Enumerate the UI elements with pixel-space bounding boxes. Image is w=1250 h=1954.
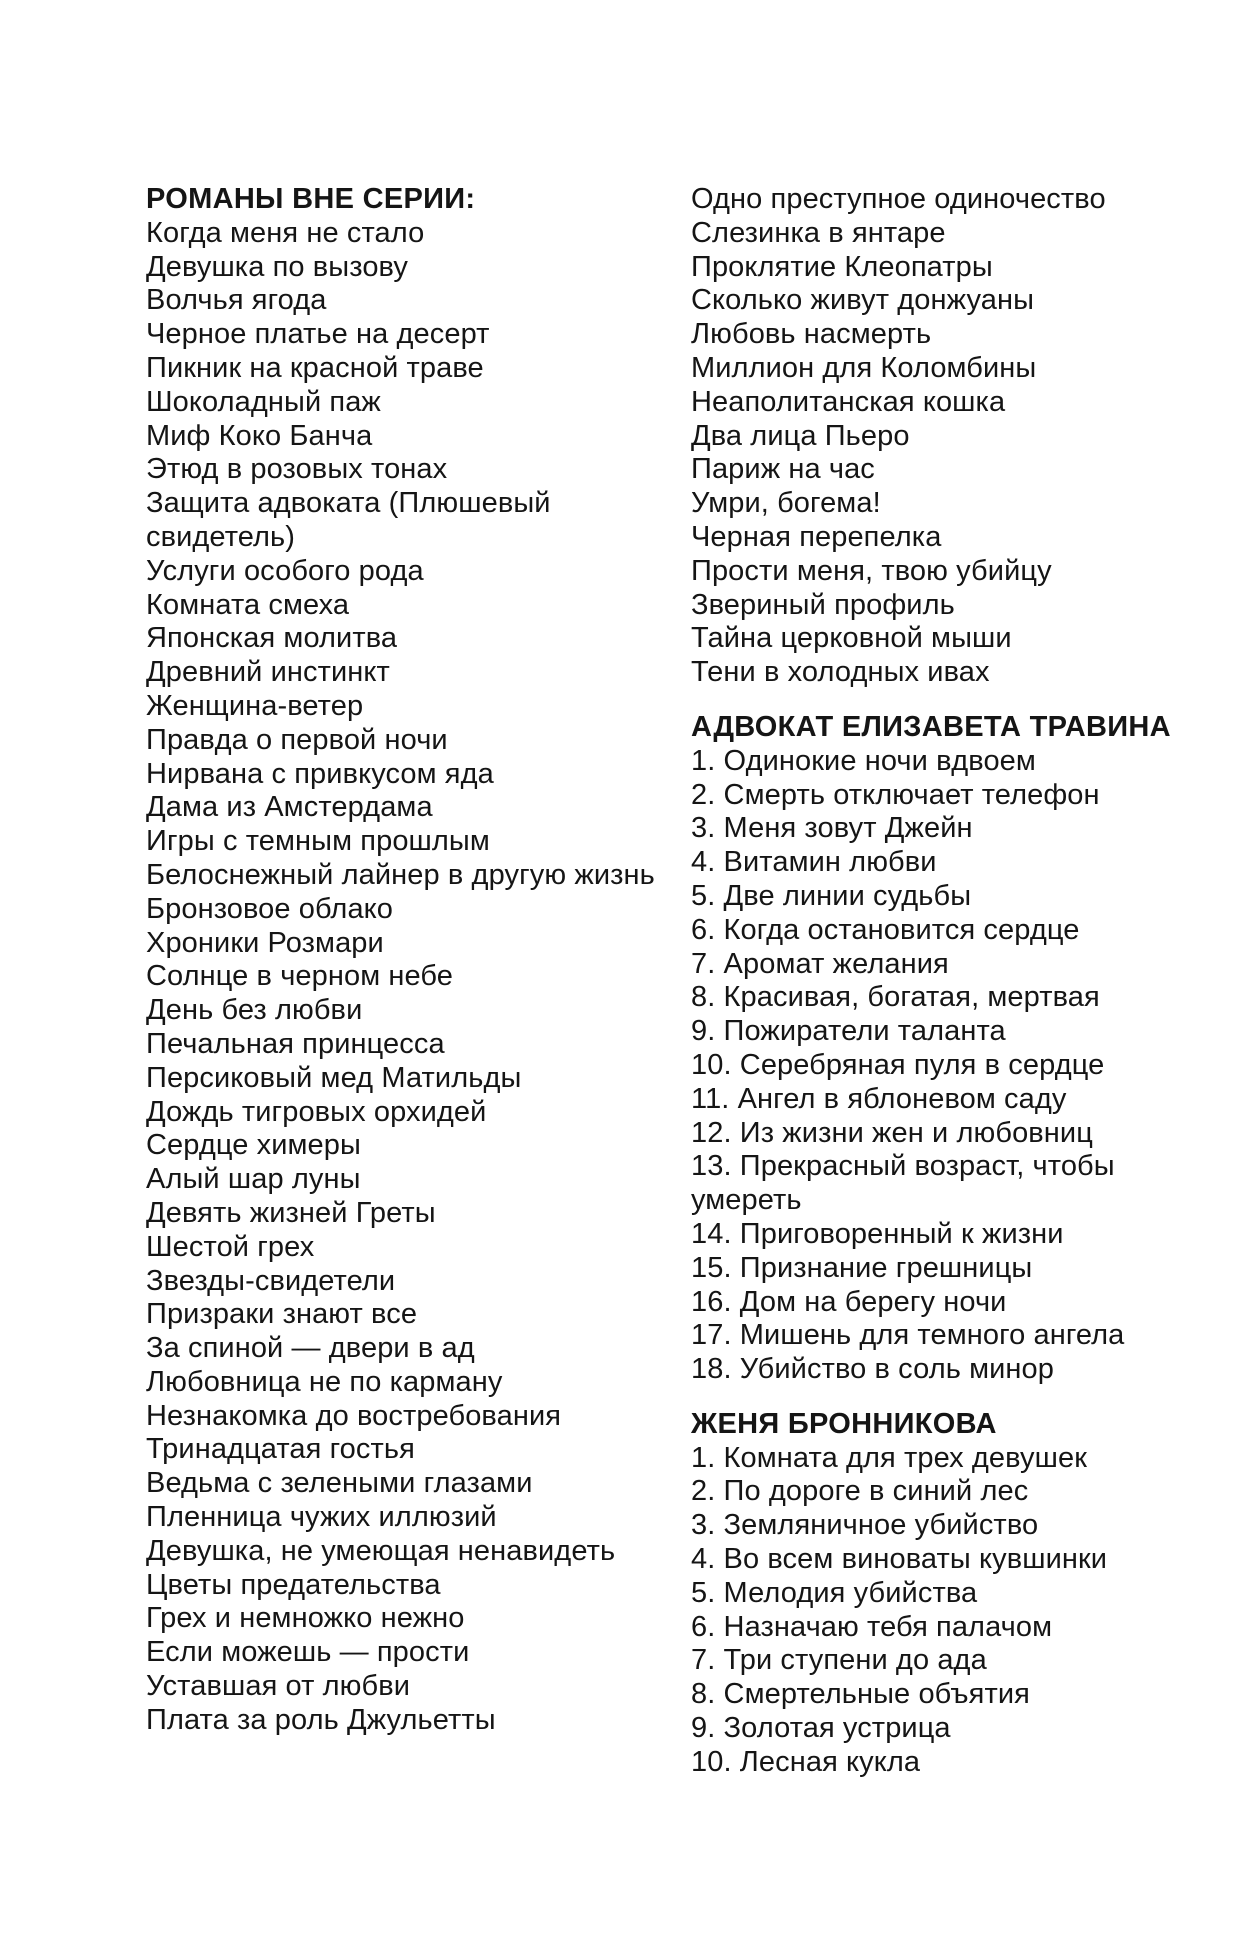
book-title: Сколько живут донжуаны (691, 284, 1035, 317)
book-title: Тринадцатая гостья (146, 1433, 415, 1466)
book-title: Звезды-свидетели (146, 1264, 396, 1297)
book-title: Незнакомка до востребования (146, 1399, 562, 1432)
book-title: 10. Серебряная пуля в сердце (691, 1048, 1105, 1081)
book-title: Проклятие Клеопатры (691, 250, 993, 283)
book-title: Волчья ягода (146, 284, 327, 317)
book-title: 7. Аромат желания (691, 947, 949, 980)
book-title: Слезинка в янтаре (691, 216, 946, 249)
book-title: 13. Прекрасный возраст, чтобы умереть (691, 1150, 1115, 1217)
book-title: Миф Коко Банча (146, 419, 373, 452)
book-title: 7. Три ступени до ада (691, 1644, 987, 1677)
book-title: 17. Мишень для темного ангела (691, 1319, 1125, 1352)
left-column (146, 183, 666, 1738)
book-title: Тени в холодных ивах (691, 656, 990, 689)
book-title: Женщина-ветер (146, 689, 364, 722)
book-title: 16. Дом на берегу ночи (691, 1285, 1007, 1318)
book-title: Игры с темным прошлым (146, 825, 490, 858)
book-title: Звериный профиль (691, 588, 955, 621)
book-title: 1. Одинокие ночи вдвоем (691, 744, 1036, 777)
book-title: 9. Золотая устрица (691, 1712, 951, 1745)
standalone-novels-list-continued (691, 183, 1171, 690)
book-title: Нирвана с привкусом яда (146, 757, 494, 790)
book-title: Черное платье на десерт (146, 318, 490, 351)
book-title: 8. Смертельные объятия (691, 1678, 1030, 1711)
book-title: Белоснежный лайнер в другую жизнь (146, 858, 655, 891)
book-title: Уставшая от любви (146, 1670, 411, 1703)
book-title: Любовница не по карману (146, 1365, 503, 1398)
book-title: Дама из Амстердама (146, 791, 433, 824)
book-title: 11. Ангел в яблоневом саду (691, 1082, 1067, 1115)
book-title: Два лица Пьеро (691, 419, 910, 452)
section-heading-travina: АДВОКАТ ЕЛИЗАВЕТА ТРАВИНА (691, 710, 1171, 743)
book-title: Персиковый мед Матильды (146, 1061, 522, 1094)
book-title: Девушка, не умеющая ненавидеть (146, 1534, 616, 1567)
book-title: Японская молитва (146, 622, 398, 655)
book-title: Солнце в черном небе (146, 960, 454, 993)
book-title: Плата за роль Джульетты (146, 1703, 496, 1736)
book-title: 15. Признание грешницы (691, 1251, 1033, 1284)
book-title: Одно преступное одиночество (691, 183, 1106, 215)
book-title: Древний инстинкт (146, 656, 390, 689)
right-column (691, 183, 1171, 1780)
book-title: 6. Когда остановится сердце (691, 913, 1080, 946)
book-title: Неаполитанская кошка (691, 385, 1006, 418)
book-title: Девять жизней Греты (146, 1196, 436, 1229)
book-title: Призраки знают все (146, 1298, 418, 1331)
book-title: День без любви (146, 994, 363, 1027)
standalone-novels-section (146, 183, 666, 1738)
book-title: Тайна церковной мыши (691, 622, 1012, 655)
book-title: 1. Комната для трех девушек (691, 1441, 1088, 1474)
book-title: Черная перепелка (691, 520, 942, 553)
book-title: Шоколадный паж (146, 385, 381, 418)
book-title: Услуги особого рода (146, 554, 424, 587)
section-heading-bronnikova: ЖЕНЯ БРОННИКОВА (691, 1407, 997, 1440)
book-title: 3. Меня зовут Джейн (691, 812, 973, 845)
bronnikova-series-list (691, 1442, 1171, 1780)
section-heading-standalone: РОМАНЫ ВНЕ СЕРИИ: (146, 183, 476, 215)
book-title: Этюд в розовых тонах (146, 453, 448, 486)
book-title: 14. Приговоренный к жизни (691, 1217, 1064, 1250)
book-title: Когда меня не стало (146, 216, 425, 249)
book-title: Ведьма с зелеными глазами (146, 1467, 533, 1500)
book-title: Шестой грех (146, 1230, 315, 1263)
book-title: Если можешь — прости (146, 1636, 470, 1669)
book-title: 2. Смерть отключает телефон (691, 778, 1100, 811)
book-title: Пикник на красной траве (146, 351, 484, 384)
book-title: Пленница чужих иллюзий (146, 1501, 497, 1534)
book-title: Алый шар луны (146, 1163, 361, 1196)
book-title: Правда о первой ночи (146, 723, 448, 756)
book-title: 10. Лесная кукла (691, 1745, 921, 1778)
bronnikova-series-section (691, 1408, 1171, 1780)
book-title: Комната смеха (146, 588, 350, 621)
book-title: 5. Мелодия убийства (691, 1576, 978, 1609)
book-title: Сердце химеры (146, 1129, 361, 1162)
book-title: 4. Витамин любви (691, 846, 937, 879)
book-title: Грех и немножко нежно (146, 1602, 465, 1635)
book-title: Цветы предательства (146, 1568, 441, 1601)
book-title: За спиной — двери в ад (146, 1332, 475, 1365)
book-title: Хроники Розмари (146, 926, 384, 959)
book-title: Париж на час (691, 453, 875, 486)
book-title: 6. Назначаю тебя палачом (691, 1610, 1053, 1643)
travina-series-section (691, 711, 1171, 1387)
standalone-novels-list (146, 217, 666, 1738)
book-title: 12. Из жизни жен и любовниц (691, 1116, 1093, 1149)
book-title: 3. Земляничное убийство (691, 1509, 1039, 1542)
book-title: Дождь тигровых орхидей (146, 1095, 487, 1128)
book-title: Печальная принцесса (146, 1027, 445, 1060)
book-title: 18. Убийство в соль минор (691, 1353, 1054, 1386)
book-title: Миллион для Коломбины (691, 351, 1037, 384)
travina-series-list (691, 745, 1171, 1387)
book-title: 9. Пожиратели таланта (691, 1015, 1006, 1048)
book-title: 8. Красивая, богатая, мертвая (691, 981, 1100, 1014)
book-title: Девушка по вызову (146, 250, 409, 283)
book-title: 2. По дороге в синий лес (691, 1475, 1029, 1508)
book-title: Прости меня, твою убийцу (691, 554, 1052, 587)
book-title: Умри, богема! (691, 487, 881, 520)
book-title: Защита адвоката (Плюшевый свидетель) (146, 487, 551, 553)
book-title: Любовь насмерть (691, 318, 932, 351)
book-title: 5. Две линии судьбы (691, 879, 972, 912)
book-title: 4. Во всем виноваты кувшинки (691, 1543, 1108, 1576)
book-title: Бронзовое облако (146, 892, 394, 925)
